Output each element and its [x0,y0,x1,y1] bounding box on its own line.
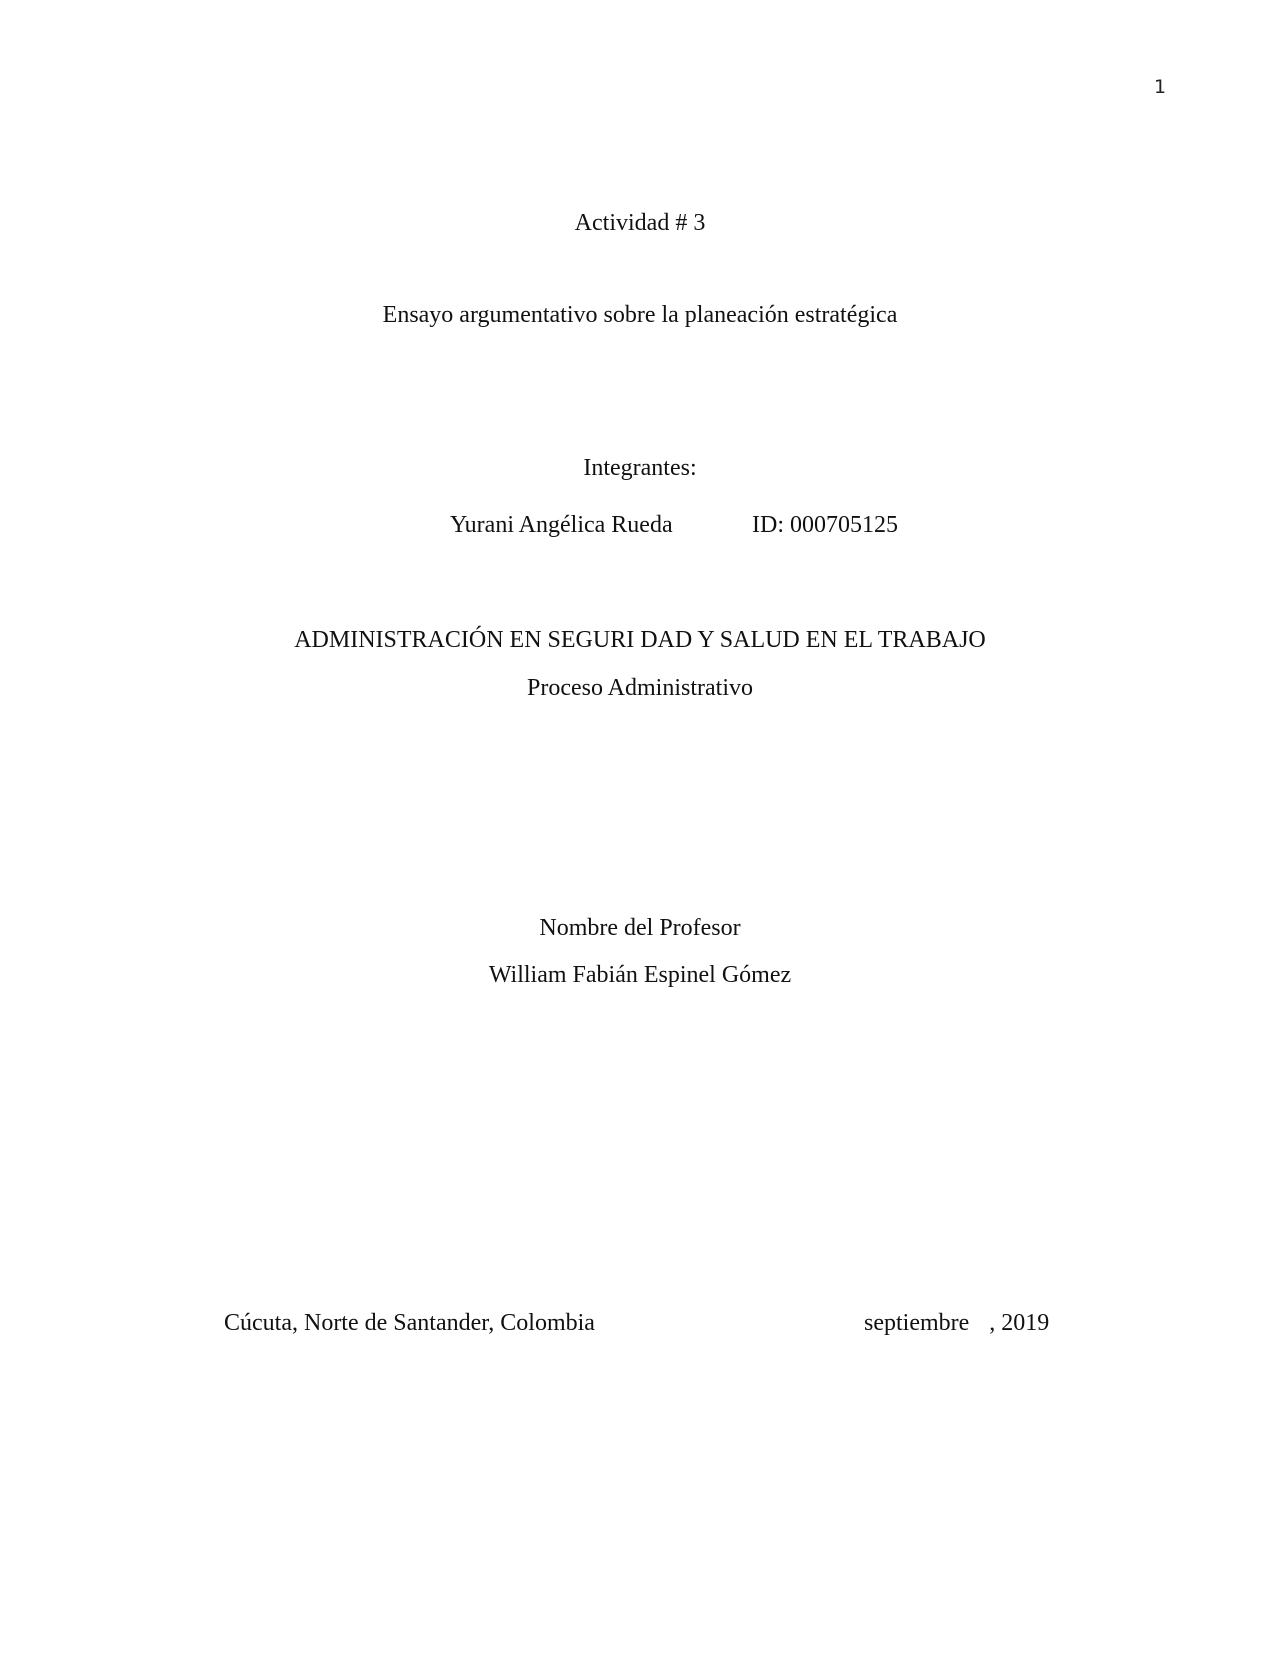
date-year: , 2019 [989,1310,1050,1336]
date-month: septiembre [864,1310,970,1336]
essay-title: Ensayo argumentativo sobre la planeación estratégica [382,302,898,328]
professor-label: Nombre del Profesor [539,915,741,941]
date [864,1308,1049,1338]
program-name: ADMINISTRACIÓN EN SEGURI DAD Y SALUD EN EL TRABAJO [294,627,986,653]
page-number: 1 [1153,76,1167,98]
course-name: Proceso Administrativo [527,675,753,701]
activity-title: Actividad # 3 [574,210,706,236]
member-id: ID: 000705125 [752,512,898,538]
place: Cúcuta, Norte de Santander, Colombia [224,1310,595,1336]
members-heading: Integrantes: [583,455,697,481]
professor-name: William Fabián Espinel Gómez [488,962,792,988]
member-name: Yurani Angélica Rueda [450,512,673,538]
